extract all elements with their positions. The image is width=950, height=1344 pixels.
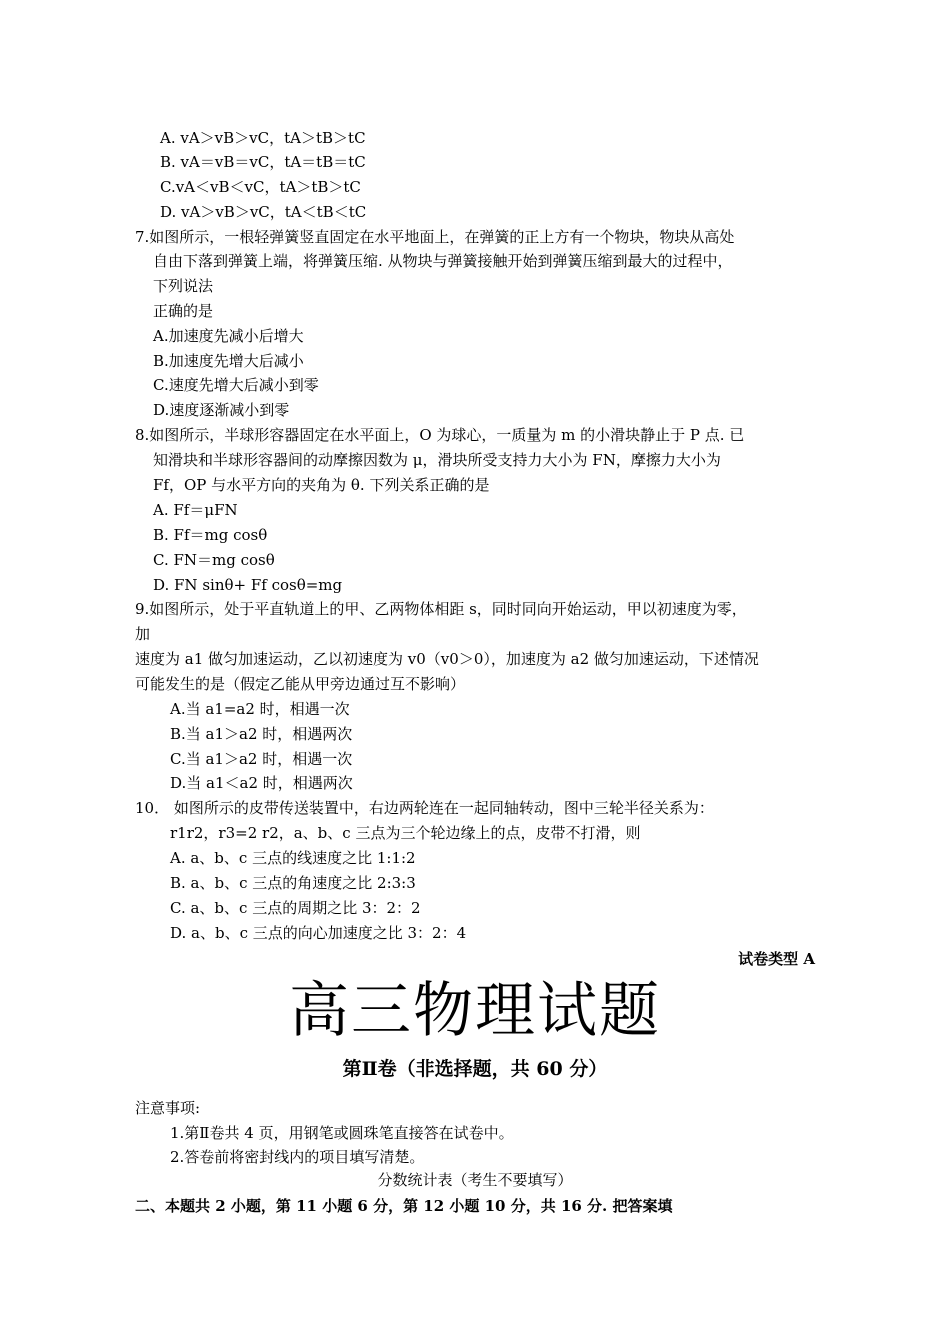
paper-type-label: 试卷类型 A xyxy=(738,950,815,968)
q8-stem-line-2: 知滑块和半球形容器间的动摩擦因数为 μ，滑块所受支持力大小为 FN，摩擦力大小为 xyxy=(153,451,721,469)
q10-option-d: D. a、b、c 三点的向心加速度之比 3：2：4 xyxy=(170,924,467,942)
q10-stem-line-1: 10． 如图所示的皮带传送装置中，右边两轮连在一起同轴转动，图中三轮半径关系为： xyxy=(135,799,714,817)
q7-option-b: B.加速度先增大后减小 xyxy=(153,352,304,370)
score-table-caption: 分数统计表（考生不要填写） xyxy=(377,1171,573,1189)
q7-stem-line-2: 自由下落到弹簧上端，将弹簧压缩. 从物块与弹簧接触开始到弹簧压缩到最大的过程中， xyxy=(153,252,733,270)
q9-option-b: B.当 a1＞a2 时，相遇两次 xyxy=(170,725,353,743)
q7-option-a: A.加速度先减小后增大 xyxy=(153,327,304,345)
q6-option-b: B. vA＝vB＝vC，tA＝tB＝tC xyxy=(160,153,366,171)
q9-stem-line-4: 可能发生的是（假定乙能从甲旁边通过互不影响） xyxy=(135,675,466,693)
q9-option-a: A.当 a1=a2 时，相遇一次 xyxy=(170,700,350,718)
section-2-heading: 二、本题共 2 小题，第 11 小题 6 分，第 12 小题 10 分，共 16 分. 把答案填 xyxy=(135,1197,673,1215)
q6-option-d: D. vA＞vB＞vC，tA＜tB＜tC xyxy=(160,203,367,221)
q8-option-d: D. FN sinθ+ Ff cosθ=mg xyxy=(153,576,343,594)
q7-option-c: C.速度先增大后减小到零 xyxy=(153,376,319,394)
q7-stem-line-3: 下列说法 xyxy=(153,277,214,295)
q10-option-c: C. a、b、c 三点的周期之比 3：2：2 xyxy=(170,899,421,917)
notes-heading: 注意事项: xyxy=(135,1099,201,1117)
q9-stem-line-1: 9.如图所示，处于平直轨道上的甲、乙两物体相距 s，同时同向开始运动，甲以初速度为零， xyxy=(135,600,747,618)
q7-stem-line-4: 正确的是 xyxy=(153,302,214,320)
q8-option-a: A. Ff＝μFN xyxy=(153,501,238,519)
q9-option-d: D.当 a1＜a2 时，相遇两次 xyxy=(170,774,353,792)
notes-item-2: 2.答卷前将密封线内的项目填写清楚。 xyxy=(170,1148,425,1166)
q8-option-b: B. Ff＝mg cosθ xyxy=(153,526,268,544)
exam-subtitle: 第Ⅱ卷（非选择题，共 60 分） xyxy=(342,1058,608,1080)
q6-option-c: C.vA＜vB＜vC，tA＞tB＞tC xyxy=(160,178,361,196)
q8-option-c: C. FN＝mg cosθ xyxy=(153,551,275,569)
q9-stem-line-2: 加 xyxy=(135,625,151,643)
q9-option-c: C.当 a1＞a2 时，相遇一次 xyxy=(170,750,353,768)
q8-stem-line-1: 8.如图所示，半球形容器固定在水平面上，O 为球心，一质量为 m 的小滑块静止于 P 点. 已 xyxy=(135,426,745,444)
q7-stem-line-1: 7.如图所示，一根轻弹簧竖直固定在水平地面上，在弹簧的正上方有一个物块，物块从高处 xyxy=(135,228,735,246)
q10-option-b: B. a、b、c 三点的角速度之比 2:3:3 xyxy=(170,874,416,892)
q6-option-a: A. vA＞vB＞vC，tA＞tB＞tC xyxy=(160,129,366,147)
q10-stem-line-2: r1r2，r3=2 r2，a、b、c 三点为三个轮边缘上的点，皮带不打滑，则 xyxy=(170,824,641,842)
exam-title: 高三物理试题 xyxy=(289,976,661,1046)
q9-stem-line-3: 速度为 a1 做匀加速运动，乙以初速度为 v0（v0＞0），加速度为 a2 做匀加速运动，下述情况 xyxy=(135,650,759,668)
q8-stem-line-3: Ff，OP 与水平方向的夹角为 θ. 下列关系正确的是 xyxy=(153,476,490,494)
q7-option-d: D.速度逐渐减小到零 xyxy=(153,401,290,419)
q10-option-a: A. a、b、c 三点的线速度之比 1:1:2 xyxy=(170,849,416,867)
notes-item-1: 1.第Ⅱ卷共 4 页，用钢笔或圆珠笔直接答在试卷中。 xyxy=(170,1124,514,1142)
